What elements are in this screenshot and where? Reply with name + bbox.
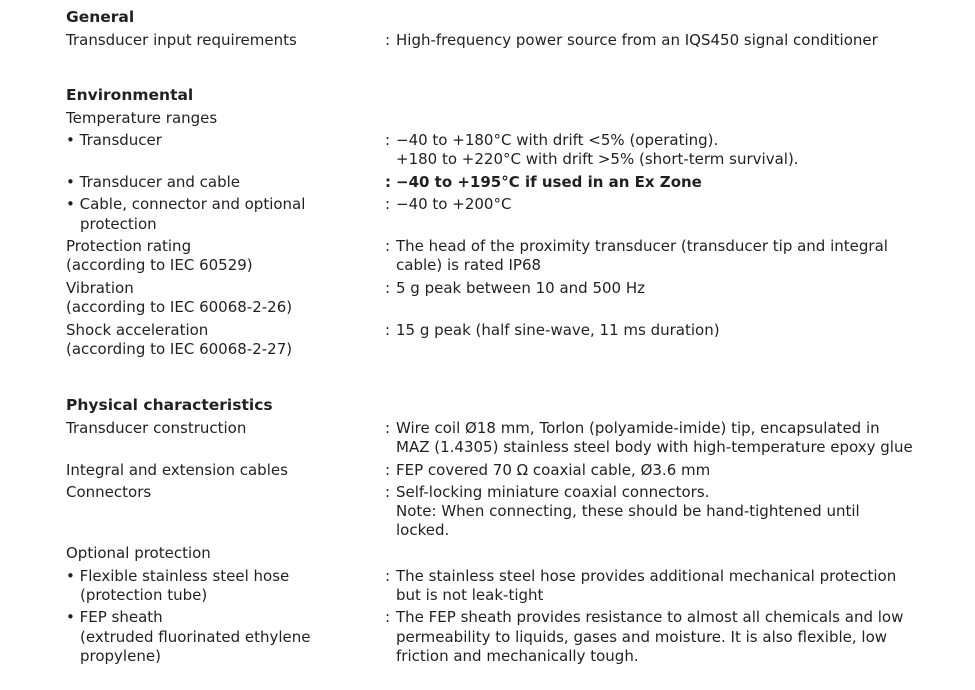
spec-value-transducer-cable: −40 to +195°C if used in an Ex Zone	[396, 173, 702, 191]
separator: :	[385, 567, 391, 585]
spec-value-connectors-line2: Note: When connecting, these should be hand-tightened until	[396, 502, 860, 520]
separator: :	[385, 608, 391, 626]
separator: :	[385, 195, 391, 213]
spec-value-connectors-line3: locked.	[396, 521, 450, 539]
spec-label-transducer: • Transducer	[66, 131, 162, 149]
spec-value-hose-line2: but is not leak-tight	[396, 586, 544, 604]
spec-label-hose-line2: (protection tube)	[80, 586, 208, 604]
spec-value-vibration: 5 g peak between 10 and 500 Hz	[396, 279, 646, 297]
spec-value-construction-line1: Wire coil Ø18 mm, Torlon (polyamide-imide) tip, encapsulated in	[396, 419, 880, 437]
spec-label-shock-line2: (according to IEC 60068-2-27)	[66, 340, 293, 358]
spec-value-shock: 15 g peak (half sine-wave, 11 ms duration)	[396, 321, 720, 339]
section-heading-environmental: Environmental	[66, 86, 194, 104]
spec-label-temperature-ranges: Temperature ranges	[66, 109, 218, 127]
spec-value-protection-line2: cable) is rated IP68	[396, 256, 542, 274]
spec-label-input-requirements: Transducer input requirements	[66, 31, 297, 49]
spec-value-transducer-line2: +180 to +220°C with drift >5% (short-term survival).	[396, 150, 799, 168]
separator: :	[385, 419, 391, 437]
separator: :	[385, 461, 391, 479]
spec-label-cable-connector-line1: • Cable, connector and optional	[66, 195, 306, 213]
spec-label-protection-line1: Protection rating	[66, 237, 192, 255]
separator: :	[385, 321, 391, 339]
separator: :	[385, 483, 391, 501]
section-heading-general: General	[66, 8, 135, 26]
separator: :	[385, 279, 391, 297]
spec-value-fep-line1: The FEP sheath provides resistance to almost all chemicals and low	[396, 608, 904, 626]
spec-value-cable-connector: −40 to +200°C	[396, 195, 512, 213]
section-heading-physical: Physical characteristics	[66, 396, 273, 414]
spec-label-cable-connector-line2: protection	[80, 215, 157, 233]
spec-value-transducer-line1: −40 to +180°C with drift <5% (operating).	[396, 131, 719, 149]
spec-label-connectors: Connectors	[66, 483, 152, 501]
spec-value-fep-line3: friction and mechanically tough.	[396, 647, 639, 665]
spec-value-protection-line1: The head of the proximity transducer (transducer tip and integral	[396, 237, 888, 255]
spec-value-connectors-line1: Self-locking miniature coaxial connectors.	[396, 483, 710, 501]
spec-label-vibration-line2: (according to IEC 60068-2-26)	[66, 298, 293, 316]
separator: :	[385, 31, 391, 49]
separator: :	[385, 131, 391, 149]
spec-label-shock-line1: Shock acceleration	[66, 321, 209, 339]
spec-label-construction: Transducer construction	[66, 419, 247, 437]
spec-label-fep-line2: (extruded fluorinated ethylene	[80, 628, 311, 646]
spec-label-optional-protection: Optional protection	[66, 544, 211, 562]
spec-value-input-requirements: High-frequency power source from an IQS450 signal conditioner	[396, 31, 878, 49]
spec-label-cables: Integral and extension cables	[66, 461, 288, 479]
spec-label-protection-line2: (according to IEC 60529)	[66, 256, 253, 274]
spec-label-vibration-line1: Vibration	[66, 279, 134, 297]
spec-label-hose-line1: • Flexible stainless steel hose	[66, 567, 290, 585]
spec-value-cables: FEP covered 70 Ω coaxial cable, Ø3.6 mm	[396, 461, 711, 479]
separator: :	[385, 173, 391, 191]
spec-value-hose-line1: The stainless steel hose provides additional mechanical protection	[396, 567, 897, 585]
spec-label-fep-line1: • FEP sheath	[66, 608, 163, 626]
separator: :	[385, 237, 391, 255]
spec-value-fep-line2: permeability to liquids, gases and moisture. It is also flexible, low	[396, 628, 888, 646]
spec-value-construction-line2: MAZ (1.4305) stainless steel body with high-temperature epoxy glue	[396, 438, 913, 456]
spec-label-transducer-cable: • Transducer and cable	[66, 173, 241, 191]
spec-label-fep-line3: propylene)	[80, 647, 161, 665]
